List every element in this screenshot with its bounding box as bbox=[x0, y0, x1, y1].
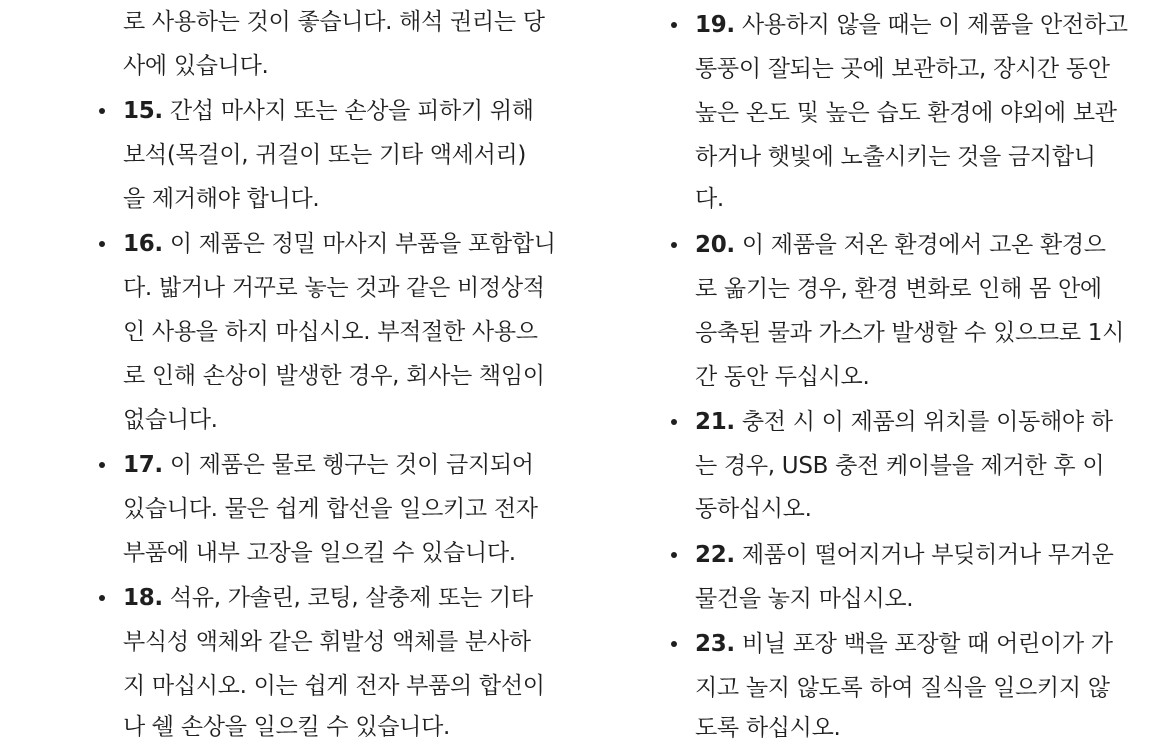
item-line: 높은 온도 및 높은 습도 환경에 야외에 보관 bbox=[695, 100, 1117, 126]
item-first-line bbox=[695, 622, 1113, 666]
item-line: 다. bbox=[695, 186, 724, 212]
bullet-icon bbox=[669, 533, 683, 577]
item-line: 로 옮기는 경우, 환경 변화로 인해 몸 안에 bbox=[695, 276, 1102, 302]
item-text: 사용하지 않을 때는 이 제품을 안전하고 bbox=[741, 12, 1128, 38]
item-first-line bbox=[695, 223, 1106, 267]
item-text: 이 제품을 저온 환경에서 고온 환경으 bbox=[741, 232, 1106, 258]
bullet-icon bbox=[97, 576, 111, 620]
item-number: 20. bbox=[695, 232, 735, 258]
item-line: 을 제거해야 합니다. bbox=[123, 186, 320, 212]
item-line: 지고 놀지 않도록 하여 질식을 일으키지 않 bbox=[695, 675, 1110, 701]
bullet-icon bbox=[669, 223, 683, 267]
item-number: 17. bbox=[123, 452, 163, 478]
item-line: 로 인해 손상이 발생한 경우, 회사는 책임이 bbox=[123, 363, 545, 389]
item-line: 도록 하십시오. bbox=[695, 715, 841, 741]
item-text: 석유, 가솔린, 코팅, 살충제 또는 기타 bbox=[169, 585, 533, 611]
continuation-line: 사에 있습니다. bbox=[123, 53, 269, 79]
bullet-icon bbox=[97, 89, 111, 133]
item-line: 보석(목걸이, 귀걸이 또는 기타 액세서리) bbox=[123, 142, 527, 168]
item-number: 23. bbox=[695, 631, 735, 657]
item-first-line bbox=[695, 3, 1128, 47]
item-text: 비닐 포장 백을 포장할 때 어린이가 가 bbox=[741, 631, 1113, 657]
item-number: 22. bbox=[695, 542, 735, 568]
item-first-line bbox=[123, 576, 533, 620]
item-first-line bbox=[695, 533, 1114, 577]
item-line: 없습니다. bbox=[123, 407, 218, 433]
item-number: 16. bbox=[123, 231, 163, 257]
item-text: 충전 시 이 제품의 위치를 이동해야 하 bbox=[741, 409, 1113, 435]
item-line: 나 쉘 손상을 일으킬 수 있습니다. bbox=[123, 714, 451, 740]
item-line: 응축된 물과 가스가 발생할 수 있으므로 1시 bbox=[695, 320, 1125, 346]
item-first-line bbox=[123, 222, 556, 266]
item-line: 통풍이 잘되는 곳에 보관하고, 장시간 동안 bbox=[695, 56, 1110, 82]
item-text: 간섭 마사지 또는 손상을 피하기 위해 bbox=[169, 98, 534, 124]
item-line: 부품에 내부 고장을 일으킬 수 있습니다. bbox=[123, 540, 516, 566]
item-first-line bbox=[695, 400, 1113, 444]
item-number: 19. bbox=[695, 12, 735, 38]
item-line: 다. 밟거나 거꾸로 놓는 것과 같은 비정상적 bbox=[123, 275, 545, 301]
bullet-icon bbox=[669, 622, 683, 666]
item-line: 있습니다. 물은 쉽게 합선을 일으키고 전자 bbox=[123, 496, 538, 522]
item-line: 물건을 놓지 마십시오. bbox=[695, 586, 914, 612]
item-line: 하거나 햇빛에 노출시키는 것을 금지합니 bbox=[695, 144, 1096, 170]
item-number: 21. bbox=[695, 409, 735, 435]
bullet-icon bbox=[97, 443, 111, 487]
item-line: 부식성 액체와 같은 휘발성 액체를 분사하 bbox=[123, 629, 531, 655]
bullet-icon bbox=[97, 222, 111, 266]
item-number: 18. bbox=[123, 585, 163, 611]
item-line: 지 마십시오. 이는 쉽게 전자 부품의 합선이 bbox=[123, 673, 545, 699]
bullet-icon bbox=[669, 3, 683, 47]
item-first-line bbox=[123, 443, 534, 487]
bullet-icon bbox=[669, 400, 683, 444]
item-text: 이 제품은 정밀 마사지 부품을 포함합니 bbox=[169, 231, 556, 257]
item-text: 제품이 떨어지거나 부딪히거나 무거운 bbox=[741, 542, 1114, 568]
item-text: 이 제품은 물로 헹구는 것이 금지되어 bbox=[169, 452, 534, 478]
item-line: 는 경우, USB 충전 케이블을 제거한 후 이 bbox=[695, 453, 1105, 479]
item-first-line bbox=[123, 89, 534, 133]
item-line: 인 사용을 하지 마십시오. 부적절한 사용으 bbox=[123, 319, 538, 345]
item-line: 동하십시오. bbox=[695, 496, 812, 522]
continuation-line: 로 사용하는 것이 좋습니다. 해석 권리는 당 bbox=[123, 9, 545, 35]
item-number: 15. bbox=[123, 98, 163, 124]
item-line: 간 동안 두십시오. bbox=[695, 364, 870, 390]
